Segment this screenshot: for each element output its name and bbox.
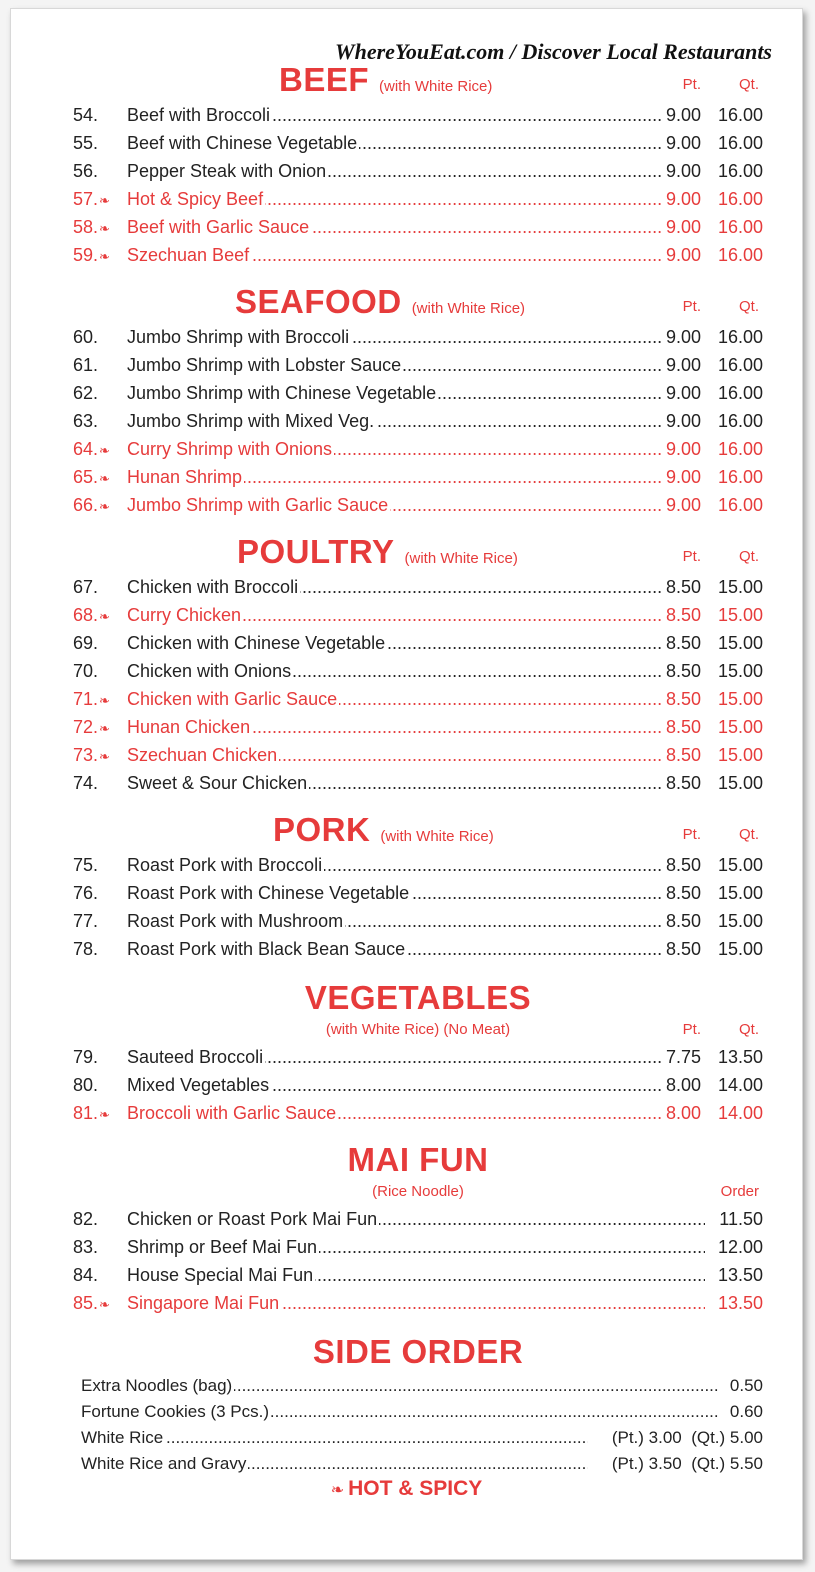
- item-price-quart: 14.00: [717, 1103, 763, 1123]
- menu-item: [73, 629, 763, 657]
- item-name: Jumbo Shrimp with Broccoli: [127, 327, 350, 347]
- pork-items: [73, 851, 763, 963]
- item-price-quart: 16.00: [717, 161, 763, 181]
- item-number: 72.: [73, 717, 99, 737]
- hot-spicy-icon: ❧: [99, 443, 110, 458]
- item-name: Chicken with Broccoli: [127, 577, 299, 597]
- section-title-beef: BEEF (with White Rice): [279, 61, 493, 98]
- item-price-quart: 15.00: [717, 577, 763, 597]
- section-note: (with White Rice): [379, 78, 493, 95]
- item-price-pint: 9.00: [665, 467, 701, 487]
- item-price: (Pt.) 3.00 (Qt.) 5.00: [611, 1428, 763, 1447]
- item-number: 84.: [73, 1265, 99, 1285]
- item-price-pint: 9.00: [665, 245, 701, 265]
- item-name: Jumbo Shrimp with Chinese Vegetable: [127, 383, 437, 403]
- menu-item: [73, 157, 763, 185]
- hot-spicy-icon: ❧: [99, 1107, 110, 1122]
- menu-item: [73, 1373, 763, 1399]
- section-header-vegetables: [73, 979, 763, 1019]
- item-price: 11.50: [719, 1209, 763, 1229]
- hot-spicy-icon: ❧: [99, 609, 110, 624]
- menu-item: [73, 407, 763, 435]
- item-name: Extra Noodles (bag): [81, 1376, 233, 1395]
- item-name: Fortune Cookies (3 Pcs.): [81, 1402, 270, 1421]
- item-price-pint: 9.00: [665, 217, 701, 237]
- section-title-seafood: SEAFOOD (with White Rice): [235, 283, 526, 320]
- item-number: 58.: [73, 217, 99, 237]
- item-number: 63.: [73, 411, 99, 431]
- section-note: (with White Rice): [411, 300, 526, 317]
- item-name: Shrimp or Beef Mai Fun: [127, 1237, 318, 1257]
- menu-item: [73, 907, 763, 935]
- item-price-quart: 16.00: [717, 105, 763, 125]
- hot-spicy-icon: ❧: [99, 749, 110, 764]
- menu-item: [73, 1233, 763, 1261]
- item-price-quart: 16.00: [717, 355, 763, 375]
- item-name: Curry Shrimp with Onions: [127, 439, 333, 459]
- item-price-pint: 8.50: [665, 911, 701, 931]
- item-price: 13.50: [717, 1293, 763, 1313]
- item-name: Beef with Chinese Vegetable: [127, 133, 358, 153]
- item-number: 77.: [73, 911, 99, 931]
- item-number: 60.: [73, 327, 99, 347]
- item-price: 12.00: [717, 1237, 763, 1257]
- menu-content: [73, 61, 763, 1477]
- item-name: Szechuan Chicken: [127, 745, 278, 765]
- hot-spicy-legend: [11, 1477, 802, 1501]
- item-price-quart: 15.00: [717, 773, 763, 793]
- menu-item: [73, 1043, 763, 1071]
- item-price-quart: 16.00: [717, 439, 763, 459]
- item-number: 80.: [73, 1075, 99, 1095]
- item-number: 70.: [73, 661, 99, 681]
- item-name: Beef with Broccoli: [127, 105, 271, 125]
- hot-spicy-icon: ❧: [99, 499, 110, 514]
- item-price: 13.50: [717, 1265, 763, 1285]
- section-header-beef: [73, 61, 763, 101]
- item-price-quart: 16.00: [717, 327, 763, 347]
- item-name: Sauteed Broccoli: [127, 1047, 264, 1067]
- item-name: White Rice: [81, 1428, 164, 1447]
- quart-label: Qt.: [738, 548, 759, 565]
- menu-item: [73, 351, 763, 379]
- seafood-items: [73, 323, 763, 519]
- pint-label: Pt.: [682, 76, 701, 93]
- item-price-quart: 15.00: [717, 883, 763, 903]
- section-note: (with White Rice) (No Meat): [325, 1021, 511, 1038]
- item-number: 65.: [73, 467, 99, 487]
- section-subheader-vegetables: [73, 1019, 763, 1043]
- item-name: Hunan Shrimp: [127, 467, 243, 487]
- menu-item-hot: [73, 435, 763, 463]
- item-number: 81.: [73, 1103, 99, 1123]
- menu-item: [73, 1399, 763, 1425]
- side-order-items: [73, 1373, 763, 1477]
- item-price-quart: 15.00: [717, 633, 763, 653]
- item-price-pint: 9.00: [665, 161, 701, 181]
- menu-item: [73, 573, 763, 601]
- item-name: Szechuan Beef: [127, 245, 250, 265]
- section-header-mai-fun: [73, 1141, 763, 1181]
- menu-item: [73, 769, 763, 797]
- pint-label: Pt.: [682, 1021, 701, 1038]
- item-price-pint: 8.50: [665, 689, 701, 709]
- item-price-pint: 8.50: [665, 661, 701, 681]
- item-price-quart: 16.00: [717, 245, 763, 265]
- section-title-side-order: SIDE ORDER: [312, 1333, 524, 1370]
- section-title-pork: PORK (with White Rice): [273, 811, 494, 848]
- item-number: 57.: [73, 189, 99, 209]
- item-price-pint: 8.50: [665, 745, 701, 765]
- menu-item: [73, 879, 763, 907]
- menu-item-hot: [73, 713, 763, 741]
- hot-spicy-icon: ❧: [99, 193, 110, 208]
- item-price-pint: 9.00: [665, 133, 701, 153]
- item-price-quart: 15.00: [717, 745, 763, 765]
- menu-item-hot: [73, 741, 763, 769]
- item-name: Chicken with Chinese Vegetable: [127, 633, 386, 653]
- section-header-pork: [73, 811, 763, 851]
- item-price: 0.60: [729, 1402, 763, 1421]
- section-note: (with White Rice): [380, 828, 494, 845]
- item-name: Beef with Garlic Sauce: [127, 217, 310, 237]
- item-number: 59.: [73, 245, 99, 265]
- item-price-pint: 9.00: [665, 105, 701, 125]
- item-price-pint: 8.50: [665, 773, 701, 793]
- pint-label: Pt.: [682, 826, 701, 843]
- item-price-pint: 8.50: [665, 633, 701, 653]
- item-name: White Rice and Gravy: [81, 1454, 247, 1473]
- hot-spicy-icon: ❧: [99, 693, 110, 708]
- menu-item: [73, 129, 763, 157]
- item-name: Roast Pork with Chinese Vegetable: [127, 883, 410, 903]
- item-name: Mixed Vegetables: [127, 1075, 270, 1095]
- quart-label: Qt.: [738, 826, 759, 843]
- item-price-quart: 15.00: [717, 661, 763, 681]
- item-price-quart: 15.00: [717, 605, 763, 625]
- section-title-mai-fun: MAI FUN: [347, 1141, 489, 1178]
- section-header-seafood: [73, 283, 763, 323]
- legend-label: HOT & SPICY: [348, 1477, 483, 1500]
- section-title-vegetables: VEGETABLES: [304, 979, 532, 1016]
- item-price-quart: 13.50: [717, 1047, 763, 1067]
- item-name: Chicken or Roast Pork Mai Fun: [127, 1209, 378, 1229]
- menu-item: [73, 1261, 763, 1289]
- hot-spicy-icon: ❧: [99, 721, 110, 736]
- menu-item: [73, 1205, 763, 1233]
- item-name: Curry Chicken: [127, 605, 242, 625]
- item-number: 67.: [73, 577, 99, 597]
- item-name: Roast Pork with Black Bean Sauce: [127, 939, 406, 959]
- menu-item-hot: [73, 491, 763, 519]
- item-price-quart: 15.00: [717, 911, 763, 931]
- menu-page: [10, 8, 803, 1560]
- item-number: 68.: [73, 605, 99, 625]
- section-note: (Rice Noodle): [372, 1183, 464, 1200]
- item-price: 0.50: [729, 1376, 763, 1395]
- quart-label: Qt.: [738, 76, 759, 93]
- item-name: Chicken with Onions: [127, 661, 292, 681]
- menu-item-hot: [73, 685, 763, 713]
- item-price-pint: 9.00: [665, 411, 701, 431]
- pint-label: Pt.: [682, 298, 701, 315]
- item-name: Roast Pork with Mushroom: [127, 911, 344, 931]
- item-number: 64.: [73, 439, 99, 459]
- hot-spicy-icon: ❧: [99, 249, 110, 264]
- item-number: 78.: [73, 939, 99, 959]
- section-note: (with White Rice): [404, 550, 518, 567]
- beef-items: [73, 101, 763, 269]
- item-price-quart: 15.00: [717, 689, 763, 709]
- item-number: 85.: [73, 1293, 99, 1313]
- item-number: 66.: [73, 495, 99, 515]
- item-price-pint: 8.50: [665, 577, 701, 597]
- item-name: House Special Mai Fun: [127, 1265, 314, 1285]
- item-price-pint: 9.00: [665, 189, 701, 209]
- item-price-pint: 9.00: [665, 327, 701, 347]
- item-price-quart: 15.00: [717, 855, 763, 875]
- item-price: (Pt.) 3.50 (Qt.) 5.50: [611, 1454, 763, 1473]
- item-name: Hot & Spicy Beef: [127, 189, 264, 209]
- item-number: 69.: [73, 633, 99, 653]
- site-watermark: WhereYouEat.com / Discover Local Restaurants: [335, 39, 772, 64]
- item-name: Jumbo Shrimp with Lobster Sauce: [127, 355, 402, 375]
- item-price-quart: 16.00: [717, 495, 763, 515]
- item-number: 76.: [73, 883, 99, 903]
- menu-item: [73, 323, 763, 351]
- item-price-quart: 15.00: [717, 717, 763, 737]
- menu-item: [73, 1451, 763, 1477]
- hot-spicy-icon: ❧: [330, 1482, 345, 1499]
- item-number: 73.: [73, 745, 99, 765]
- item-price-pint: 8.50: [665, 605, 701, 625]
- hot-spicy-icon: ❧: [99, 471, 110, 486]
- item-number: 82.: [73, 1209, 99, 1229]
- item-price-quart: 16.00: [717, 133, 763, 153]
- item-number: 71.: [73, 689, 99, 709]
- menu-item: [73, 379, 763, 407]
- menu-item-hot: [73, 601, 763, 629]
- item-name: Jumbo Shrimp with Mixed Veg.: [127, 411, 375, 431]
- item-number: 54.: [73, 105, 99, 125]
- poultry-items: [73, 573, 763, 797]
- item-price-pint: 8.00: [665, 1075, 701, 1095]
- item-price-pint: 9.00: [665, 355, 701, 375]
- menu-item: [73, 935, 763, 963]
- item-name: Singapore Mai Fun: [127, 1293, 280, 1313]
- item-price-pint: 9.00: [665, 495, 701, 515]
- pint-label: Pt.: [682, 548, 701, 565]
- quart-label: Qt.: [738, 1021, 759, 1038]
- menu-item-hot: [73, 463, 763, 491]
- item-number: 83.: [73, 1237, 99, 1257]
- section-subheader-mai-fun: [73, 1181, 763, 1205]
- item-number: 75.: [73, 855, 99, 875]
- hot-spicy-icon: ❧: [99, 1297, 110, 1312]
- mai-fun-items: [73, 1205, 763, 1317]
- item-price-quart: 16.00: [717, 383, 763, 403]
- item-number: 74.: [73, 773, 99, 793]
- menu-item: [73, 1071, 763, 1099]
- menu-item-hot: [73, 1289, 763, 1317]
- item-price-quart: 15.00: [717, 939, 763, 959]
- item-number: 62.: [73, 383, 99, 403]
- item-price-pint: 8.50: [665, 717, 701, 737]
- item-name: Hunan Chicken: [127, 717, 251, 737]
- menu-item: [73, 657, 763, 685]
- item-number: 61.: [73, 355, 99, 375]
- item-price-pint: 8.00: [665, 1103, 701, 1123]
- item-price-pint: 9.00: [665, 439, 701, 459]
- item-price-pint: 8.50: [665, 855, 701, 875]
- item-name: Broccoli with Garlic Sauce: [127, 1103, 337, 1123]
- quart-label: Qt.: [738, 298, 759, 315]
- item-price-pint: 7.75: [665, 1047, 701, 1067]
- item-price-quart: 16.00: [717, 189, 763, 209]
- item-name: Sweet & Sour Chicken: [127, 773, 308, 793]
- menu-item-hot: [73, 241, 763, 269]
- order-label: Order: [720, 1183, 759, 1200]
- menu-item: [73, 851, 763, 879]
- item-name: Jumbo Shrimp with Garlic Sauce: [127, 495, 389, 515]
- menu-item-hot: [73, 1099, 763, 1127]
- item-price-quart: 14.00: [717, 1075, 763, 1095]
- item-name: Chicken with Garlic Sauce: [127, 689, 338, 709]
- item-name: Pepper Steak with Onion: [127, 161, 327, 181]
- item-name: Roast Pork with Broccoli: [127, 855, 323, 875]
- menu-item-hot: [73, 213, 763, 241]
- section-header-side-order: [73, 1333, 763, 1373]
- item-price-pint: 9.00: [665, 383, 701, 403]
- vegetables-items: [73, 1043, 763, 1127]
- item-price-pint: 8.50: [665, 883, 701, 903]
- menu-item: [73, 1425, 763, 1451]
- menu-item: [73, 101, 763, 129]
- item-price-pint: 8.50: [665, 939, 701, 959]
- item-price-quart: 16.00: [717, 411, 763, 431]
- item-number: 79.: [73, 1047, 99, 1067]
- menu-item-hot: [73, 185, 763, 213]
- item-price-quart: 16.00: [717, 217, 763, 237]
- item-price-quart: 16.00: [717, 467, 763, 487]
- hot-spicy-icon: ❧: [99, 221, 110, 236]
- item-number: 55.: [73, 133, 99, 153]
- section-title-poultry: POULTRY (with White Rice): [237, 533, 518, 570]
- section-header-poultry: [73, 533, 763, 573]
- item-number: 56.: [73, 161, 99, 181]
